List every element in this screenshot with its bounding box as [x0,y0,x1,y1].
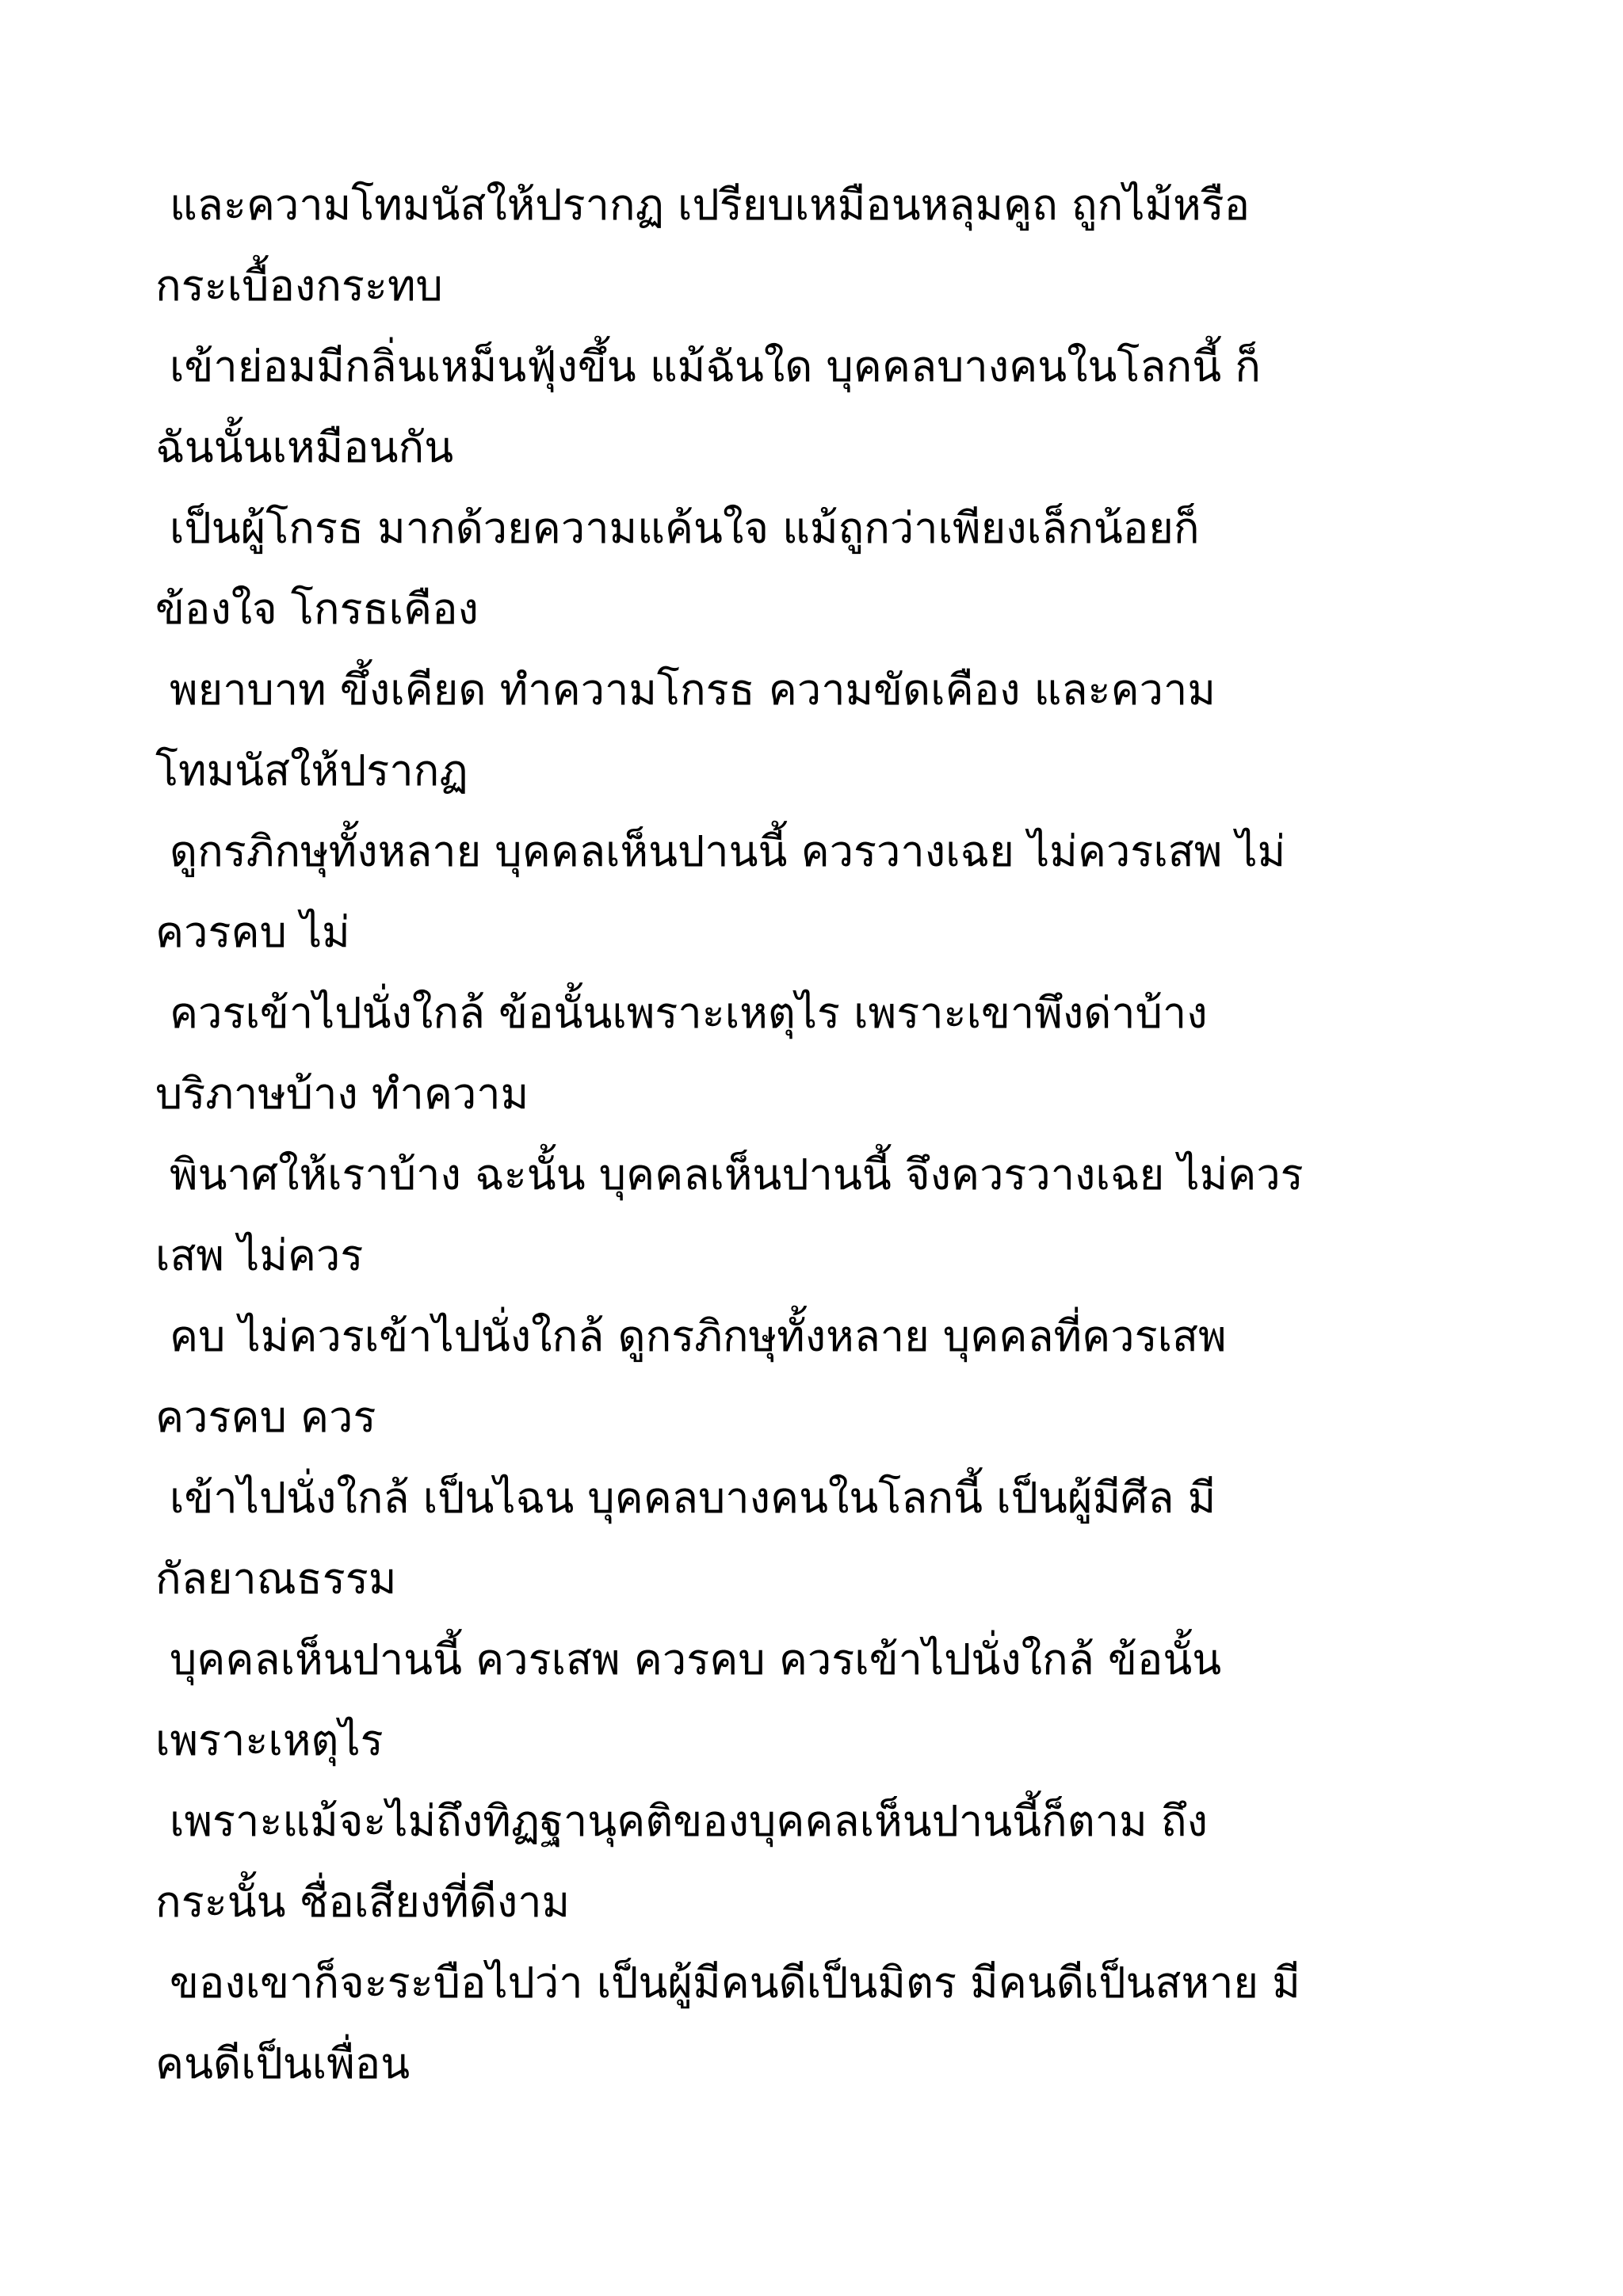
paragraph-3 [155,488,1487,650]
paragraph-line-continuation: ฉันนั้นเหมือนกัน [155,422,454,472]
paragraph-line: พินาศให้เราบ้าง ฉะนั้น บุคคลเห็นปานนี้ จึงควรวางเฉย ไม่ควร [170,1150,1304,1199]
paragraph-line: เข้าย่อมมีกลิ่นเหม็นฟุ้งขึ้น แม้ฉันใด บุคคลบางคนในโลกนี้ ก็ [170,341,1261,391]
paragraph-8 [155,1296,1487,1458]
paragraph-1 [155,165,1487,326]
paragraph-line-continuation: ควรคบ ควร [155,1392,376,1442]
paragraph-line-continuation: คนดีเป็นเพื่อน [155,2039,411,2088]
paragraph-line: บุคคลเห็นปานนี้ ควรเสพ ควรคบ ควรเข้าไปนั่งใกล้ ข้อนั้น [170,1634,1222,1684]
paragraph-line-continuation: กระนั้น ชื่อเสียงที่ดีงาม [155,1877,571,1927]
paragraph-line-continuation: เพราะเหตุไร [155,1715,384,1765]
paragraph-line: และความโทมนัสให้ปรากฏ เปรียบเหมือนหลุมคูถ ถูกไม้หรือ [170,180,1251,230]
paragraph-6 [155,973,1487,1135]
paragraph-line-continuation: กระเบื้องกระทบ [155,261,443,311]
paragraph-line: เข้าไปนั่งใกล้ เป็นไฉน บุคคลบางคนในโลกนี้ เป็นผู้มีศีล มี [170,1473,1216,1523]
paragraph-line: ของเขาก็จะระบือไปว่า เป็นผู้มีคนดีเป็นมิตร มีคนดีเป็นสหาย มี [170,1958,1300,2008]
paragraph-line-continuation: บริภาษบ้าง ทำความ [155,1069,529,1119]
paragraph-line-continuation: เสพ ไม่ควร [155,1230,364,1280]
paragraph-2 [155,326,1487,488]
paragraph-11 [155,1781,1487,1943]
paragraph-line: ควรเข้าไปนั่งใกล้ ข้อนั้นเพราะเหตุไร เพราะเขาพึงด่าบ้าง [170,988,1208,1038]
document-body [155,165,1487,2104]
paragraph-line: พยาบาท ขึ้งเคียด ทำความโกรธ ความขัดเคือง และความ [170,665,1216,715]
paragraph-4 [155,650,1487,811]
paragraph-12 [155,1943,1487,2104]
paragraph-10 [155,1619,1487,1781]
paragraph-line-continuation: โทมนัสให้ปรากฏ [155,746,468,795]
paragraph-line: เป็นผู้โกรธ มากด้วยความแค้นใจ แม้ถูกว่าเพียงเล็กน้อยก็ [170,503,1200,553]
paragraph-line-continuation: ข้องใจ โกรธเคือง [155,584,479,634]
paragraph-7 [155,1135,1487,1296]
paragraph-line: ดูกรภิกษุทั้งหลาย บุคคลเห็นปานนี้ ควรวางเฉย ไม่ควรเสพ ไม่ [170,826,1286,876]
paragraph-line-continuation: ควรคบ ไม่ [155,907,350,957]
paragraph-line: เพราะแม้จะไม่ถึงทิฏฐานุคติของบุคคลเห็นปานนี้ก็ตาม ถึง [170,1796,1208,1846]
paragraph-line-continuation: กัลยาณธรรม [155,1554,397,1604]
paragraph-line: คบ ไม่ควรเข้าไปนั่งใกล้ ดูกรภิกษุทั้งหลาย บุคคลที่ควรเสพ [170,1311,1227,1361]
paragraph-9 [155,1458,1487,1619]
paragraph-5 [155,811,1487,973]
